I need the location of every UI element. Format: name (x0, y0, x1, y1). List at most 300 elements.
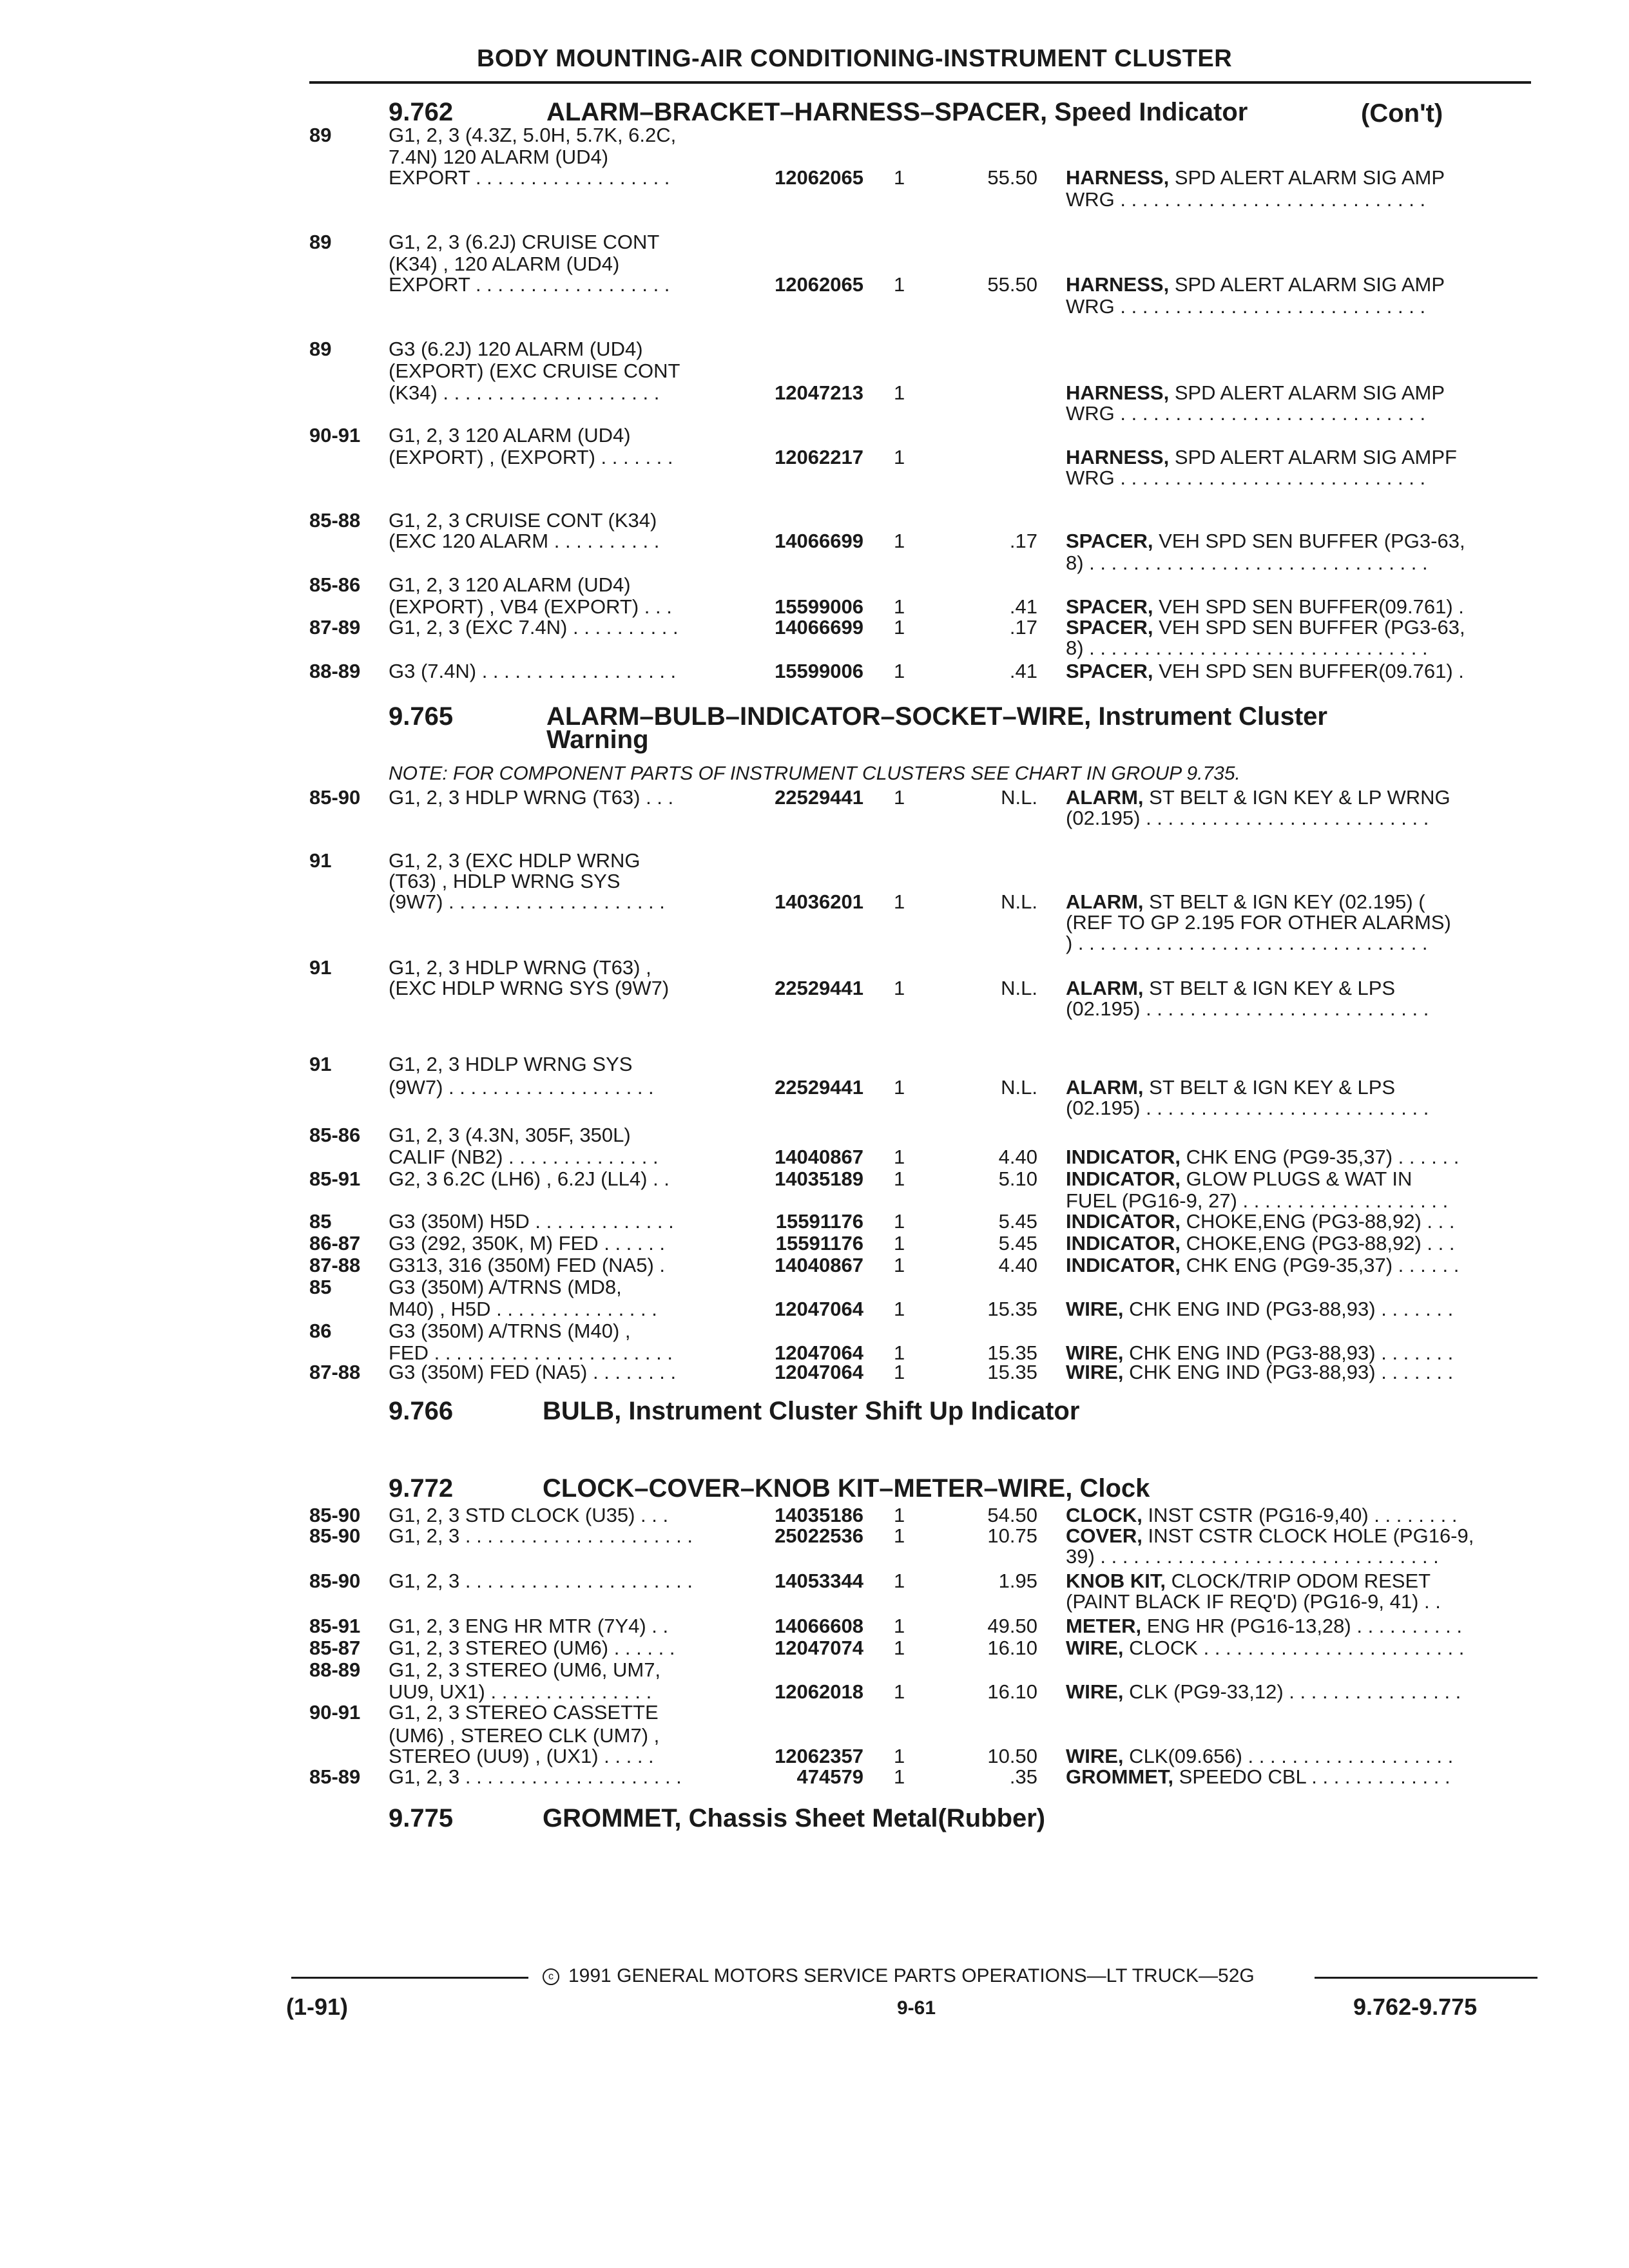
section-title-9766-sub: Instrument Cluster Shift Up Indicator (628, 1397, 1080, 1425)
row-year: 89 (309, 124, 332, 146)
row-quantity: 1 (894, 166, 905, 189)
row-application: (UM6) , STEREO CLK (UM7) , (389, 1724, 660, 1747)
row-description-part-name: INDICATOR, (1066, 1232, 1181, 1254)
row-price: N.L. (1001, 890, 1037, 913)
section-number-9766: 9.766 (389, 1397, 454, 1425)
row-price: 4.40 (998, 1146, 1037, 1168)
row-quantity: 1 (894, 1341, 905, 1364)
row-application: G1, 2, 3 STEREO (UM6) . . . . . . (389, 1637, 675, 1659)
row-description (1066, 660, 1464, 683)
row-part-number: 14040867 (775, 1254, 863, 1276)
row-price: 5.45 (998, 1232, 1037, 1254)
row-description (1066, 530, 1465, 553)
row-description-text: SPD ALERT ALARM SIG AMPF (1169, 446, 1457, 468)
row-price: 4.40 (998, 1254, 1037, 1276)
row-quantity: 1 (894, 890, 905, 913)
row-part-number: 12047064 (775, 1298, 863, 1320)
section-title-9775-main: GROMMET, (543, 1804, 682, 1832)
row-application: M40) , H5D . . . . . . . . . . . . . . . (389, 1298, 657, 1320)
section-number-9765: 9.765 (389, 702, 454, 731)
row-description (1066, 1590, 1441, 1613)
row-part-number: 474579 (796, 1765, 863, 1788)
row-quantity: 1 (894, 1254, 905, 1276)
row-description (1066, 1615, 1462, 1638)
section-title-9762-sub: Speed Indicator (1054, 98, 1248, 126)
row-application: G1, 2, 3 (6.2J) CRUISE CONT (389, 231, 660, 253)
section-title-9765-sub: Instrument Cluster (1098, 702, 1327, 731)
row-description-text: SPEEDO CBL . . . . . . . . . . . . . (1173, 1765, 1451, 1788)
section-title-9762 (546, 98, 1248, 127)
row-part-number: 14036201 (775, 890, 863, 913)
row-description (1066, 552, 1428, 575)
row-description-part-name: INDICATOR, (1066, 1146, 1181, 1168)
row-year: 89 (309, 338, 332, 360)
section-title-9775-sub: Chassis Sheet Metal(Rubber) (688, 1804, 1046, 1832)
row-description-text: INST CSTR CLOCK HOLE (PG16-9, (1142, 1524, 1474, 1547)
row-price: .41 (1009, 660, 1037, 682)
row-description (1066, 997, 1429, 1021)
row-description-text: CHOKE,ENG (PG3-88,92) . . . (1180, 1210, 1455, 1233)
section-continued-label: (Con't) (1361, 99, 1443, 128)
row-description-text: 8) . . . . . . . . . . . . . . . . . . . . . . . . . . . . . . . (1066, 552, 1428, 574)
section-title-9765-line2: Warning (546, 726, 649, 754)
row-application: G1, 2, 3 (EXC 7.4N) . . . . . . . . . . (389, 616, 679, 639)
row-description (1066, 807, 1429, 830)
row-quantity: 1 (894, 530, 905, 552)
row-quantity: 1 (894, 1680, 905, 1703)
row-description-part-name: SPACER, (1066, 595, 1153, 618)
row-description (1066, 188, 1425, 211)
row-part-number: 12062065 (775, 166, 863, 189)
row-quantity: 1 (894, 1637, 905, 1659)
footer-copyright (543, 1965, 1255, 1987)
row-description-part-name: SPACER, (1066, 530, 1153, 552)
row-price: 55.50 (987, 273, 1037, 296)
row-application: G3 (292, 350K, M) FED . . . . . . (389, 1232, 665, 1254)
row-year: 85-89 (309, 1765, 361, 1788)
row-part-number: 12062357 (775, 1745, 863, 1767)
row-application: (9W7) . . . . . . . . . . . . . . . . . . . (389, 1076, 654, 1099)
row-price: 15.35 (987, 1341, 1037, 1364)
row-description-part-name: KNOB KIT, (1066, 1570, 1166, 1592)
row-year: 87-89 (309, 616, 361, 639)
row-description-part-name: HARNESS, (1066, 273, 1170, 296)
row-description (1066, 932, 1428, 955)
row-price: 16.10 (987, 1637, 1037, 1659)
row-description-text: 39) . . . . . . . . . . . . . . . . . . . . . . . . . . . . . . . (1066, 1545, 1439, 1568)
row-application: G1, 2, 3 HDLP WRNG (T63) . . . (389, 786, 674, 809)
row-description (1066, 166, 1445, 189)
header-rule (309, 81, 1531, 84)
row-quantity: 1 (894, 786, 905, 809)
row-year: 85-88 (309, 509, 361, 532)
row-description (1066, 1097, 1429, 1120)
row-price: 1.95 (998, 1570, 1037, 1592)
row-application: EXPORT . . . . . . . . . . . . . . . . . . (389, 166, 670, 189)
row-application: G1, 2, 3 120 ALARM (UD4) (389, 424, 631, 447)
row-application: (EXPORT) (EXC CRUISE CONT (389, 360, 680, 382)
row-description-text: WRG . . . . . . . . . . . . . . . . . . . . . . . . . . . . (1066, 402, 1426, 425)
row-description-text: INST CSTR (PG16-9,40) . . . . . . . . (1142, 1504, 1458, 1526)
row-quantity: 1 (894, 977, 905, 999)
row-description (1066, 1504, 1458, 1527)
row-year: 85-90 (309, 1504, 361, 1526)
row-quantity: 1 (894, 1361, 905, 1383)
row-part-number: 14035189 (775, 1168, 863, 1190)
row-application: G1, 2, 3 . . . . . . . . . . . . . . . . . . . . . (389, 1524, 693, 1547)
row-price: .35 (1009, 1765, 1037, 1788)
row-description-text: (02.195) . . . . . . . . . . . . . . . . . . . . . . . . . . (1066, 1097, 1429, 1119)
row-quantity: 1 (894, 595, 905, 618)
row-price: 10.50 (987, 1745, 1037, 1767)
footer-date: (1-91) (286, 1994, 349, 2020)
section-title-9772-main: CLOCK–COVER–KNOB KIT–METER–WIRE, (543, 1474, 1073, 1503)
row-description (1066, 1570, 1431, 1593)
row-description (1066, 890, 1425, 914)
row-application: G3 (350M) A/TRNS (MD8, (389, 1276, 622, 1298)
row-application: CALIF (NB2) . . . . . . . . . . . . . . (389, 1146, 659, 1168)
row-application: STEREO (UU9) , (UX1) . . . . . (389, 1745, 654, 1767)
row-price: 5.10 (998, 1168, 1037, 1190)
row-application: G2, 3 6.2C (LH6) , 6.2J (LL4) . . (389, 1168, 670, 1190)
section-number-9775: 9.775 (389, 1804, 454, 1832)
row-application: G1, 2, 3 CRUISE CONT (K34) (389, 509, 657, 532)
row-description (1066, 1076, 1395, 1099)
row-part-number: 12062018 (775, 1680, 863, 1703)
row-year: 85-86 (309, 573, 361, 596)
row-description-text: WRG . . . . . . . . . . . . . . . . . . . . . . . . . . . . (1066, 188, 1426, 211)
row-application: G3 (7.4N) . . . . . . . . . . . . . . . . . . (389, 660, 677, 682)
row-quantity: 1 (894, 273, 905, 296)
row-description-text: (02.195) . . . . . . . . . . . . . . . . . . . . . . . . . . (1066, 997, 1429, 1020)
row-description (1066, 1232, 1454, 1255)
row-application: G313, 316 (350M) FED (NA5) . (389, 1254, 665, 1276)
row-description-part-name: WIRE, (1066, 1298, 1124, 1320)
row-part-number: 12047074 (775, 1637, 863, 1659)
row-application: G3 (350M) H5D . . . . . . . . . . . . . (389, 1210, 674, 1233)
row-price: 55.50 (987, 166, 1037, 189)
row-description-part-name: WIRE, (1066, 1341, 1124, 1364)
row-description-part-name: WIRE, (1066, 1680, 1124, 1703)
row-part-number: 15599006 (775, 595, 863, 618)
row-description-part-name: COVER, (1066, 1524, 1142, 1547)
row-description-text: ENG HR (PG16-13,28) . . . . . . . . . . (1141, 1615, 1462, 1637)
row-application: G1, 2, 3 (4.3Z, 5.0H, 5.7K, 6.2C, (389, 124, 677, 146)
row-description-text: VEH SPD SEN BUFFER(09.761) . (1153, 660, 1464, 682)
row-description-text: WRG . . . . . . . . . . . . . . . . . . . . . . . . . . . . (1066, 295, 1426, 318)
row-description-text: ST BELT & IGN KEY & LPS (1143, 977, 1396, 999)
row-quantity: 1 (894, 660, 905, 682)
row-description-part-name: ALARM, (1066, 1076, 1144, 1099)
row-price: N.L. (1001, 786, 1037, 809)
row-description-text: CHK ENG IND (PG3-88,93) . . . . . . . (1123, 1341, 1454, 1364)
row-description-part-name: WIRE, (1066, 1361, 1124, 1383)
row-description (1066, 616, 1465, 639)
row-description (1066, 1524, 1474, 1548)
row-part-number: 14066608 (775, 1615, 863, 1637)
row-description-part-name: SPACER, (1066, 616, 1153, 639)
footer-page-number: 9-61 (897, 1997, 936, 2019)
row-application: (K34) . . . . . . . . . . . . . . . . . . . . (389, 381, 660, 404)
row-description-text: VEH SPD SEN BUFFER (PG3-63, (1153, 530, 1465, 552)
row-price: 49.50 (987, 1615, 1037, 1637)
copyright-icon: c (543, 1968, 559, 1985)
row-description-text: ST BELT & IGN KEY & LP WRNG (1143, 786, 1451, 809)
row-price: .17 (1009, 616, 1037, 639)
row-price: N.L. (1001, 1076, 1037, 1099)
row-application: G1, 2, 3 STD CLOCK (U35) . . . (389, 1504, 669, 1526)
row-part-number: 25022536 (775, 1524, 863, 1547)
row-description (1066, 1168, 1412, 1191)
footer-rule-left (291, 1977, 528, 1979)
row-part-number: 12062217 (775, 446, 863, 468)
row-year: 85 (309, 1276, 332, 1298)
row-application: (EXC HDLP WRNG SYS (9W7) (389, 977, 670, 999)
row-application: G1, 2, 3 STEREO (UM6, UM7, (389, 1658, 661, 1681)
row-application: G1, 2, 3 . . . . . . . . . . . . . . . . . . . . . (389, 1570, 693, 1592)
row-description-text: VEH SPD SEN BUFFER(09.761) . (1153, 595, 1464, 618)
row-quantity: 1 (894, 1745, 905, 1767)
row-quantity: 1 (894, 1615, 905, 1637)
row-year: 86-87 (309, 1232, 361, 1254)
section-title-9765 (546, 702, 1327, 731)
section-title-9762-main: ALARM–BRACKET–HARNESS–SPACER, (546, 98, 1048, 126)
row-price: 10.75 (987, 1524, 1037, 1547)
row-description (1066, 446, 1457, 469)
row-quantity: 1 (894, 616, 905, 639)
row-description-text: FUEL (PG16-9, 27) . . . . . . . . . . . . . . . . . . . (1066, 1189, 1449, 1212)
row-description-part-name: HARNESS, (1066, 381, 1170, 404)
row-description-text: CHK ENG IND (PG3-88,93) . . . . . . . (1123, 1298, 1454, 1320)
row-description-text: VEH SPD SEN BUFFER (PG3-63, (1153, 616, 1465, 639)
row-application: (K34) , 120 ALARM (UD4) (389, 253, 620, 275)
section-number-9762: 9.762 (389, 98, 454, 126)
row-application: G1, 2, 3 (4.3N, 305F, 350L) (389, 1124, 631, 1146)
row-application: EXPORT . . . . . . . . . . . . . . . . . . (389, 273, 670, 296)
row-description-text: 8) . . . . . . . . . . . . . . . . . . . . . . . . . . . . . . . (1066, 637, 1428, 659)
row-part-number: 14066699 (775, 616, 863, 639)
row-part-number: 12047064 (775, 1361, 863, 1383)
row-part-number: 15591176 (775, 1210, 863, 1233)
row-part-number: 22529441 (775, 786, 863, 809)
row-quantity: 1 (894, 446, 905, 468)
row-description-part-name: CLOCK, (1066, 1504, 1142, 1526)
row-application: G3 (350M) A/TRNS (M40) , (389, 1320, 631, 1342)
row-description-text: CHK ENG (PG9-35,37) . . . . . . (1180, 1146, 1460, 1168)
row-part-number: 12062065 (775, 273, 863, 296)
row-description-part-name: ALARM, (1066, 890, 1144, 913)
row-price: .17 (1009, 530, 1037, 552)
row-description-text: CHK ENG IND (PG3-88,93) . . . . . . . (1123, 1361, 1454, 1383)
row-year: 91 (309, 956, 332, 979)
row-price: 16.10 (987, 1680, 1037, 1703)
row-description-part-name: HARNESS, (1066, 166, 1170, 189)
row-part-number: 15599006 (775, 660, 863, 682)
section-number-9772: 9.772 (389, 1474, 454, 1503)
row-description-text: CHOKE,ENG (PG3-88,92) . . . (1180, 1232, 1455, 1254)
row-part-number: 14066699 (775, 530, 863, 552)
row-application: (EXPORT) , (EXPORT) . . . . . . . (389, 446, 673, 468)
row-description-text: ) . . . . . . . . . . . . . . . . . . . . . . . . . . . . . . . . (1066, 932, 1428, 954)
row-description (1066, 1254, 1459, 1277)
row-description-text: SPD ALERT ALARM SIG AMP (1169, 273, 1445, 296)
row-application: G3 (6.2J) 120 ALARM (UD4) (389, 338, 643, 360)
row-description-part-name: ALARM, (1066, 786, 1144, 809)
row-year: 85-91 (309, 1168, 361, 1190)
row-application: (9W7) . . . . . . . . . . . . . . . . . . . . (389, 890, 665, 913)
row-price: 54.50 (987, 1504, 1037, 1526)
row-description (1066, 1298, 1453, 1321)
row-quantity: 1 (894, 1504, 905, 1526)
row-application: G3 (350M) FED (NA5) . . . . . . . . (389, 1361, 677, 1383)
row-price: 15.35 (987, 1298, 1037, 1320)
row-description-part-name: ALARM, (1066, 977, 1144, 999)
row-description (1066, 1146, 1459, 1169)
row-quantity: 1 (894, 1146, 905, 1168)
section-title-9766-main: BULB, (543, 1397, 622, 1425)
section-title-9765-main: ALARM–BULB–INDICATOR–SOCKET–WIRE, (546, 702, 1092, 731)
row-description-text: CHK ENG (PG9-35,37) . . . . . . (1180, 1254, 1460, 1276)
row-price: 5.45 (998, 1210, 1037, 1233)
row-application: G1, 2, 3 STEREO CASSETTE (389, 1701, 659, 1724)
row-description (1066, 1361, 1453, 1384)
row-description-text: SPD ALERT ALARM SIG AMP (1169, 381, 1445, 404)
row-part-number: 14053344 (775, 1570, 863, 1592)
row-part-number: 14035186 (775, 1504, 863, 1526)
row-application: G1, 2, 3 120 ALARM (UD4) (389, 573, 631, 596)
section-title-9775 (543, 1804, 1045, 1833)
row-part-number: 22529441 (775, 1076, 863, 1099)
row-description-part-name: WIRE, (1066, 1637, 1124, 1659)
row-part-number: 15591176 (775, 1232, 863, 1254)
row-quantity: 1 (894, 1570, 905, 1592)
row-description-part-name: WIRE, (1066, 1745, 1124, 1767)
row-quantity: 1 (894, 1524, 905, 1547)
row-quantity: 1 (894, 381, 905, 404)
row-year: 85-91 (309, 1615, 361, 1637)
row-application: G1, 2, 3 ENG HR MTR (7Y4) . . (389, 1615, 669, 1637)
row-year: 91 (309, 1053, 332, 1075)
row-year: 89 (309, 231, 332, 253)
row-description (1066, 977, 1395, 1000)
row-year: 85-87 (309, 1637, 361, 1659)
row-quantity: 1 (894, 1298, 905, 1320)
row-price: N.L. (1001, 977, 1037, 999)
section-note-9765: NOTE: FOR COMPONENT PARTS OF INSTRUMENT CLUSTERS SEE CHART IN GROUP 9.735. (389, 763, 1240, 784)
row-description-part-name: SPACER, (1066, 660, 1153, 682)
row-application: 7.4N) 120 ALARM (UD4) (389, 146, 609, 168)
row-description (1066, 466, 1425, 490)
row-description (1066, 1545, 1439, 1568)
row-description-text: ST BELT & IGN KEY & LPS (1143, 1076, 1396, 1099)
row-quantity: 1 (894, 1210, 905, 1233)
row-description (1066, 1680, 1461, 1704)
row-year: 87-88 (309, 1254, 361, 1276)
row-description-text: CLK(09.656) . . . . . . . . . . . . . . . . . . . (1123, 1745, 1454, 1767)
row-description-part-name: INDICATOR, (1066, 1210, 1181, 1233)
section-title-9766 (543, 1397, 1079, 1426)
row-year: 85-90 (309, 1570, 361, 1592)
row-description (1066, 911, 1451, 934)
row-application: G1, 2, 3 . . . . . . . . . . . . . . . . . . . . (389, 1765, 682, 1788)
row-description-text: SPD ALERT ALARM SIG AMP (1169, 166, 1445, 189)
row-description-part-name: GROMMET, (1066, 1765, 1174, 1788)
row-part-number: 12047064 (775, 1341, 863, 1364)
row-description-text: (PAINT BLACK IF REQ'D) (PG16-9, 41) . . (1066, 1590, 1441, 1613)
row-description (1066, 786, 1451, 809)
row-application: G1, 2, 3 (EXC HDLP WRNG (389, 849, 641, 872)
row-application: G1, 2, 3 HDLP WRNG SYS (389, 1053, 633, 1075)
row-year: 88-89 (309, 660, 361, 682)
row-description (1066, 381, 1445, 405)
row-year: 91 (309, 849, 332, 872)
row-quantity: 1 (894, 1168, 905, 1190)
row-year: 85-90 (309, 1524, 361, 1547)
row-description-text: (REF TO GP 2.195 FOR OTHER ALARMS) (1066, 911, 1451, 934)
row-description (1066, 295, 1425, 318)
footer-copyright-text: 1991 GENERAL MOTORS SERVICE PARTS OPERATIONS—LT TRUCK—52G (568, 1965, 1255, 1986)
footer-rule-right (1315, 1977, 1537, 1979)
row-price: .41 (1009, 595, 1037, 618)
row-description (1066, 1637, 1464, 1660)
row-part-number: 22529441 (775, 977, 863, 999)
row-year: 85-90 (309, 786, 361, 809)
row-description-text: GLOW PLUGS & WAT IN (1180, 1168, 1412, 1190)
row-description-text: CLOCK/TRIP ODOM RESET (1166, 1570, 1431, 1592)
row-description-part-name: INDICATOR, (1066, 1254, 1181, 1276)
row-quantity: 1 (894, 1232, 905, 1254)
row-description-part-name: METER, (1066, 1615, 1142, 1637)
row-description (1066, 1745, 1453, 1768)
row-description-text: ST BELT & IGN KEY (02.195) ( (1143, 890, 1425, 913)
section-title-9772 (543, 1474, 1150, 1503)
row-description (1066, 637, 1428, 660)
row-description (1066, 595, 1464, 619)
row-description-text: CLOCK . . . . . . . . . . . . . . . . . . . . . . . . (1123, 1637, 1465, 1659)
row-description (1066, 402, 1425, 425)
row-application: G1, 2, 3 HDLP WRNG (T63) , (389, 956, 651, 979)
row-price: 15.35 (987, 1361, 1037, 1383)
row-year: 85 (309, 1210, 332, 1233)
row-description-text: WRG . . . . . . . . . . . . . . . . . . . . . . . . . . . . (1066, 466, 1426, 489)
row-application: (EXPORT) , VB4 (EXPORT) . . . (389, 595, 672, 618)
row-part-number: 14040867 (775, 1146, 863, 1168)
footer-section-range: 9.762-9.775 (1353, 1994, 1478, 2020)
row-description (1066, 1210, 1454, 1233)
row-year: 88-89 (309, 1658, 361, 1681)
row-year: 86 (309, 1320, 332, 1342)
row-year: 85-86 (309, 1124, 361, 1146)
row-description (1066, 273, 1445, 296)
row-year: 87-88 (309, 1361, 361, 1383)
row-description-text: (02.195) . . . . . . . . . . . . . . . . . . . . . . . . . . (1066, 807, 1429, 829)
row-application: UU9, UX1) . . . . . . . . . . . . . . . (389, 1680, 652, 1703)
row-description-part-name: INDICATOR, (1066, 1168, 1181, 1190)
row-year: 90-91 (309, 1701, 361, 1724)
row-application: (T63) , HDLP WRNG SYS (389, 870, 621, 892)
row-year: 90-91 (309, 424, 361, 447)
row-description (1066, 1189, 1448, 1213)
section-title-9772-sub: Clock (1079, 1474, 1150, 1503)
row-description (1066, 1765, 1451, 1789)
row-quantity: 1 (894, 1076, 905, 1099)
row-description-part-name: HARNESS, (1066, 446, 1170, 468)
row-quantity: 1 (894, 1765, 905, 1788)
page-header-title: BODY MOUNTING-AIR CONDITIONING-INSTRUMENT CLUSTER (477, 45, 1233, 72)
row-part-number: 12047213 (775, 381, 863, 404)
row-description-text: CLK (PG9-33,12) . . . . . . . . . . . . . . . . (1123, 1680, 1461, 1703)
row-application: (EXC 120 ALARM . . . . . . . . . . (389, 530, 660, 552)
